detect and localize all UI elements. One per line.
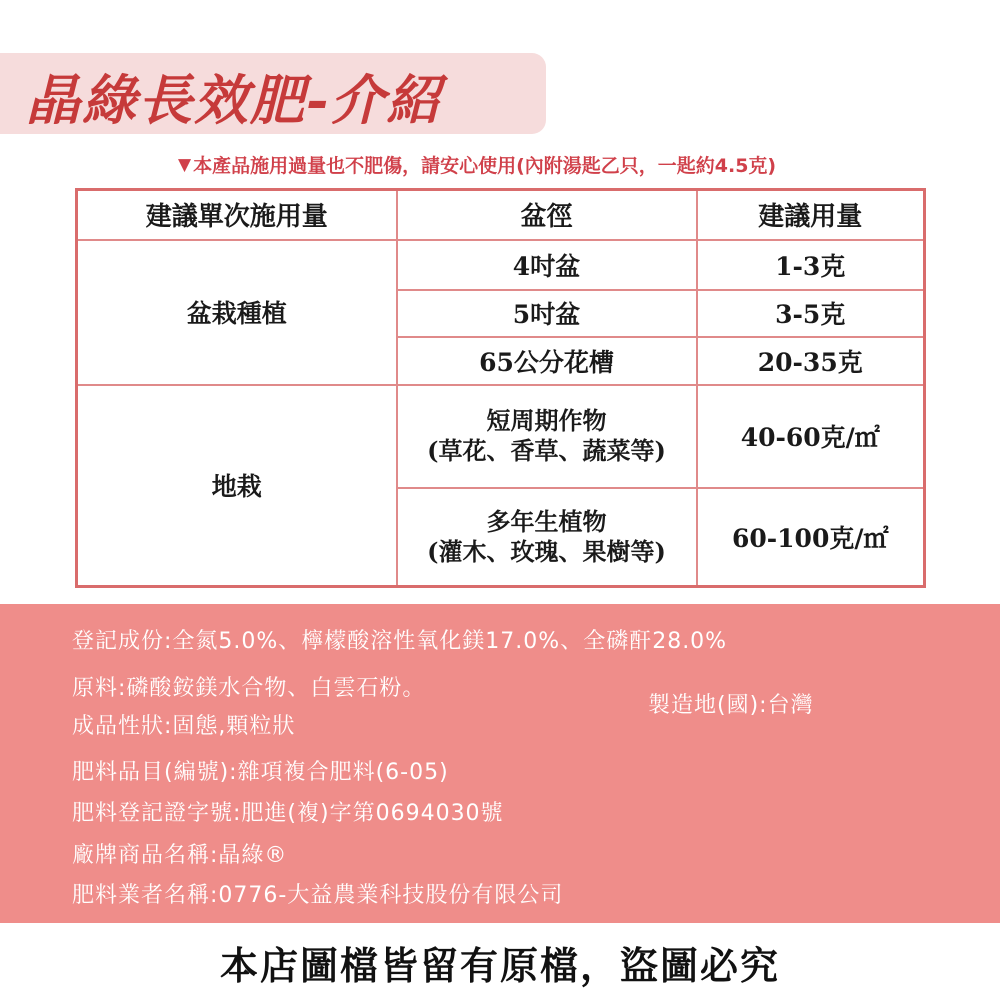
header-pot-size: 盆徑 bbox=[397, 190, 697, 240]
info-line-category: 肥料品目(編號):雜項複合肥料(6-05) bbox=[72, 760, 449, 785]
copyright-footer: 本店圖檔皆留有原檔，盜圖必究 bbox=[219, 944, 780, 988]
crop-type-cell bbox=[397, 488, 697, 587]
triangle-down-icon: ▼ bbox=[178, 154, 192, 175]
crop-type-name: 短周期作物 bbox=[486, 406, 607, 436]
info-line-company: 肥料業者名稱:0776-大益農業科技股份有限公司 bbox=[72, 883, 564, 908]
table-row bbox=[77, 240, 925, 290]
header-amount: 建議用量 bbox=[697, 190, 925, 240]
info-line-materials: 原料:磷酸銨鎂水合物、白雲石粉。 bbox=[72, 676, 426, 701]
amount-cell: 20-35克 bbox=[697, 337, 925, 385]
pot-size-cell: 5吋盆 bbox=[397, 290, 697, 336]
info-line-form: 成品性狀:固態,顆粒狀 bbox=[72, 714, 296, 739]
crop-type-examples: (草花、香草、蔬菜等) bbox=[427, 436, 666, 466]
header-dosage: 建議單次施用量 bbox=[77, 190, 397, 240]
crop-type-name: 多年生植物 bbox=[486, 506, 607, 536]
amount-cell: 60-100克/㎡ bbox=[697, 488, 925, 587]
info-line-brand: 廠牌商品名稱:晶綠® bbox=[72, 843, 288, 868]
usage-note-text: 本產品施用過量也不肥傷，請安心使用(內附湯匙乙只，一匙約4.5克) bbox=[193, 155, 777, 177]
info-line-license: 肥料登記證字號:肥進(複)字第0694030號 bbox=[72, 801, 504, 826]
crop-type-examples: (灌木、玫瑰、果樹等) bbox=[427, 536, 666, 566]
dosage-table bbox=[75, 188, 926, 588]
table-row bbox=[77, 385, 925, 488]
crop-type-cell bbox=[397, 385, 697, 488]
page-title: 晶綠長效肥-介紹 bbox=[26, 68, 443, 132]
pot-size-cell: 4吋盆 bbox=[397, 240, 697, 290]
usage-note bbox=[178, 151, 776, 178]
info-line-ingredients: 登記成份:全氮5.0%、檸檬酸溶性氧化鎂17.0%、全磷酐28.0% bbox=[72, 629, 728, 654]
group-label-ground: 地栽 bbox=[77, 385, 397, 587]
amount-cell: 40-60克/㎡ bbox=[697, 385, 925, 488]
origin-country: 製造地(國):台灣 bbox=[648, 693, 814, 718]
table-header-row bbox=[77, 190, 925, 240]
amount-cell: 1-3克 bbox=[697, 240, 925, 290]
amount-cell: 3-5克 bbox=[697, 290, 925, 336]
pot-size-cell: 65公分花槽 bbox=[397, 337, 697, 385]
group-label-potted: 盆栽種植 bbox=[77, 240, 397, 385]
